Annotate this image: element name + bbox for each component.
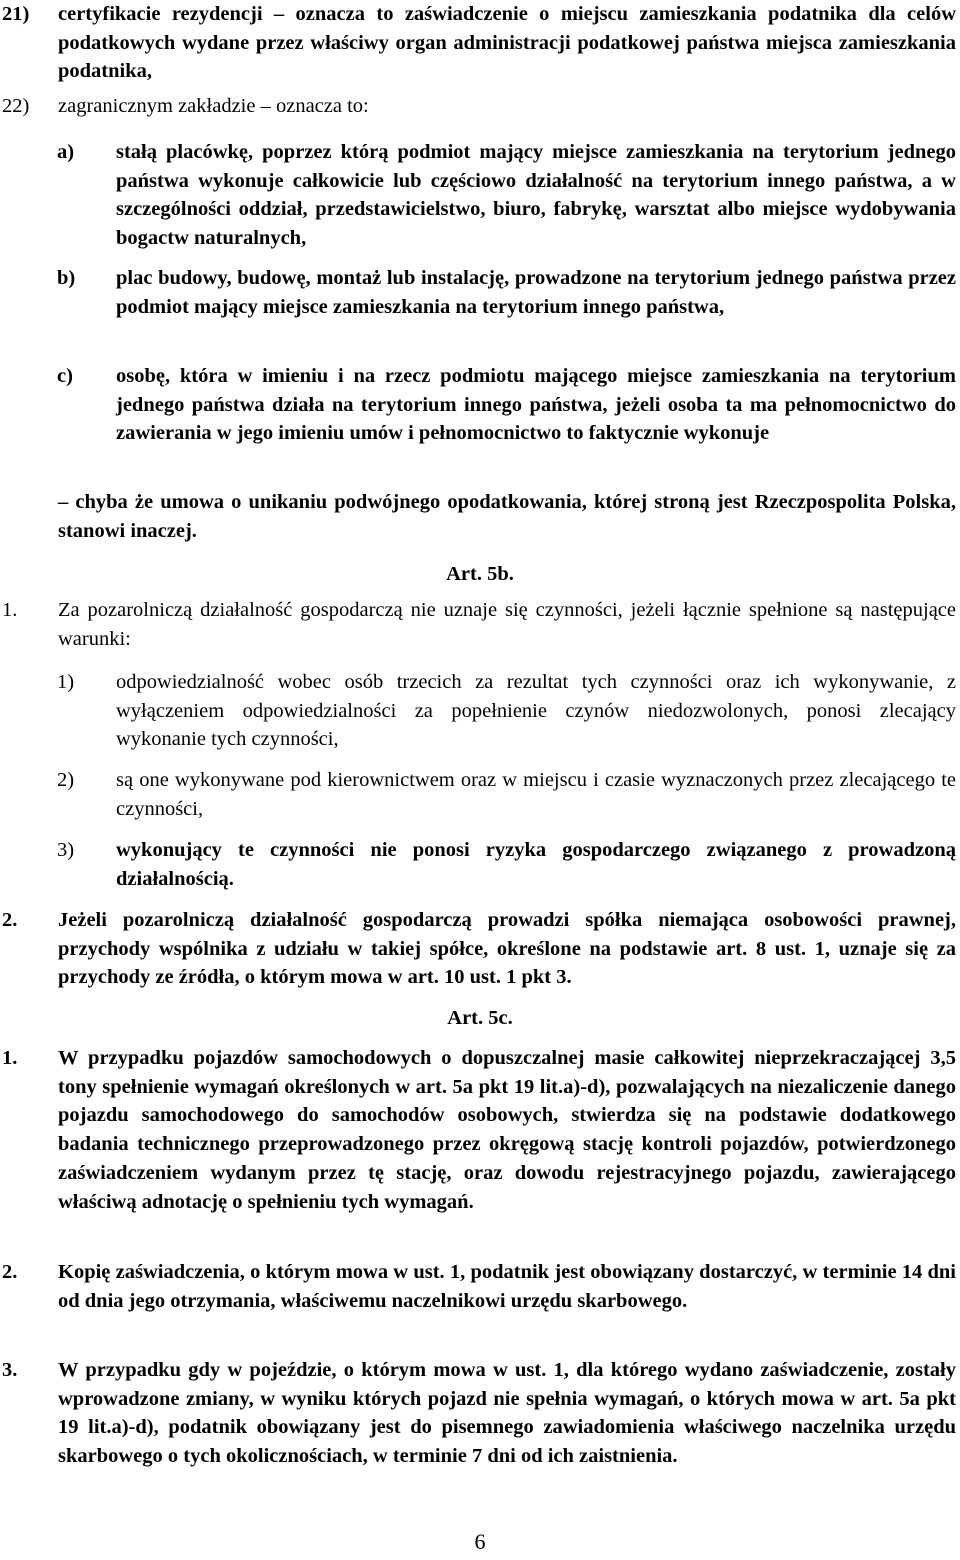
item-number: 22)	[2, 95, 30, 117]
paragraph-text: W przypadku pojazdów samochodowych o dopuszczalnej masie całkowitej nieprzekraczającej 3,5 tony spełnienie wymagań określonych w art. 5a pkt 19 lit.a)-d), pozwalających na niezaliczenie danego pojazdu samochodowego do samochodów osobowych, stwierdza się na podstawie dodatkowego badania technicznego przeprowadzonego przez okręgową stację kontroli pojazdów, potwierdzonego zaświadczeniem wydanym przez tę stację, oraz dowodu rejestracyjnego pojazdu, zawierającego właściwą adnotację o spełnieniu tych wymagań.	[58, 1047, 956, 1213]
item-number: 21)	[2, 3, 30, 25]
article-heading-5c: Art. 5c.	[447, 1007, 513, 1029]
sub-item-label: c)	[57, 365, 73, 387]
item-text: certyfikacie rezydencji – oznacza to zaświadczenie o miejscu zamieszkania podatnika dla celów podatkowych wydane przez właściwy organ administracji podatkowej państwa miejsca zamieszkania podatnika,	[58, 3, 956, 83]
sub-item-text: osobę, która w imieniu i na rzecz podmiotu mającego miejsce zamieszkania na terytorium jednego państwa działa na terytorium innego państwa, jeżeli osoba ta ma pełnomocnictwo do zawierania w jego imieniu umów i pełnomocnictwo to faktycznie wykonuje	[116, 365, 956, 445]
item-text: zagranicznym zakładzie – oznacza to:	[58, 95, 369, 117]
point-label: 2)	[57, 769, 75, 791]
paragraph-number: 1.	[2, 1047, 18, 1069]
paragraph-number: 2.	[2, 909, 18, 931]
paragraph-text: Kopię zaświadczenia, o którym mowa w ust. 1, podatnik jest obowiązany dostarczyć, w terminie 14 dni od dnia jego otrzymania, właściwemu naczelnikowi urzędu skarbowego.	[58, 1261, 956, 1312]
sub-item-label: b)	[57, 267, 76, 289]
closing-text: – chyba że umowa o unikaniu podwójnego opodatkowania, której stroną jest Rzeczpospolita Polska, stanowi inaczej.	[58, 491, 956, 542]
point-text: odpowiedzialność wobec osób trzecich za rezultat tych czynności oraz ich wykonywanie, z wyłączeniem odpowiedzialności za popełnienie czynów niedozwolonych, ponosi zlecający wykonanie tych czynności,	[116, 671, 956, 751]
paragraph-text: Za pozarolniczą działalność gospodarczą nie uznaje się czynności, jeżeli łącznie spełnione są następujące warunki:	[58, 599, 956, 650]
paragraph-number: 1.	[2, 599, 18, 621]
point-label: 1)	[57, 671, 75, 693]
sub-item-text: stałą placówkę, poprzez którą podmiot mający miejsce zamieszkania na terytorium jednego państwa wykonuje całkowicie lub częściowo działalność na terytorium innego państwa, a w szczególności oddział, przedstawicielstwo, biuro, fabrykę, warsztat albo miejsce wydobywania bogactw naturalnych,	[116, 141, 956, 250]
paragraph-number: 2.	[2, 1261, 18, 1283]
sub-item-text: plac budowy, budowę, montaż lub instalację, prowadzone na terytorium jednego państwa przez podmiot mający miejsce zamieszkania na terytorium innego państwa,	[116, 267, 956, 318]
point-text: wykonujący te czynności nie ponosi ryzyka gospodarczego związanego z prowadzoną działalnością.	[116, 839, 956, 890]
article-heading-5b: Art. 5b.	[446, 563, 514, 585]
page-number: 6	[474, 1529, 486, 1554]
point-label: 3)	[57, 839, 75, 861]
paragraph-text: Jeżeli pozarolniczą działalność gospodarczą prowadzi spółka niemająca osobowości prawnej, przychody wspólnika z udziału w takiej spółce, określone na podstawie art. 8 ust. 1, uznaje się za przychody ze źródła, o którym mowa w art. 10 ust. 1 pkt 3.	[58, 909, 956, 989]
paragraph-number: 3.	[2, 1359, 18, 1381]
paragraph-text: W przypadku gdy w pojeździe, o którym mowa w ust. 1, dla którego wydano zaświadczenie, zostały wprowadzone zmiany, w wyniku których pojazd nie spełnia wymagań, o których mowa w art. 5a pkt 19 lit.a)-d), podatnik obowiązany jest do pisemnego zawiadomienia właściwego naczelnika urzędu skarbowego o tych okolicznościach, w terminie 7 dni od ich zaistnienia.	[58, 1359, 956, 1468]
sub-item-label: a)	[57, 141, 75, 163]
point-text: są one wykonywane pod kierownictwem oraz w miejscu i czasie wyznaczonych przez zlecającego te czynności,	[116, 769, 956, 820]
